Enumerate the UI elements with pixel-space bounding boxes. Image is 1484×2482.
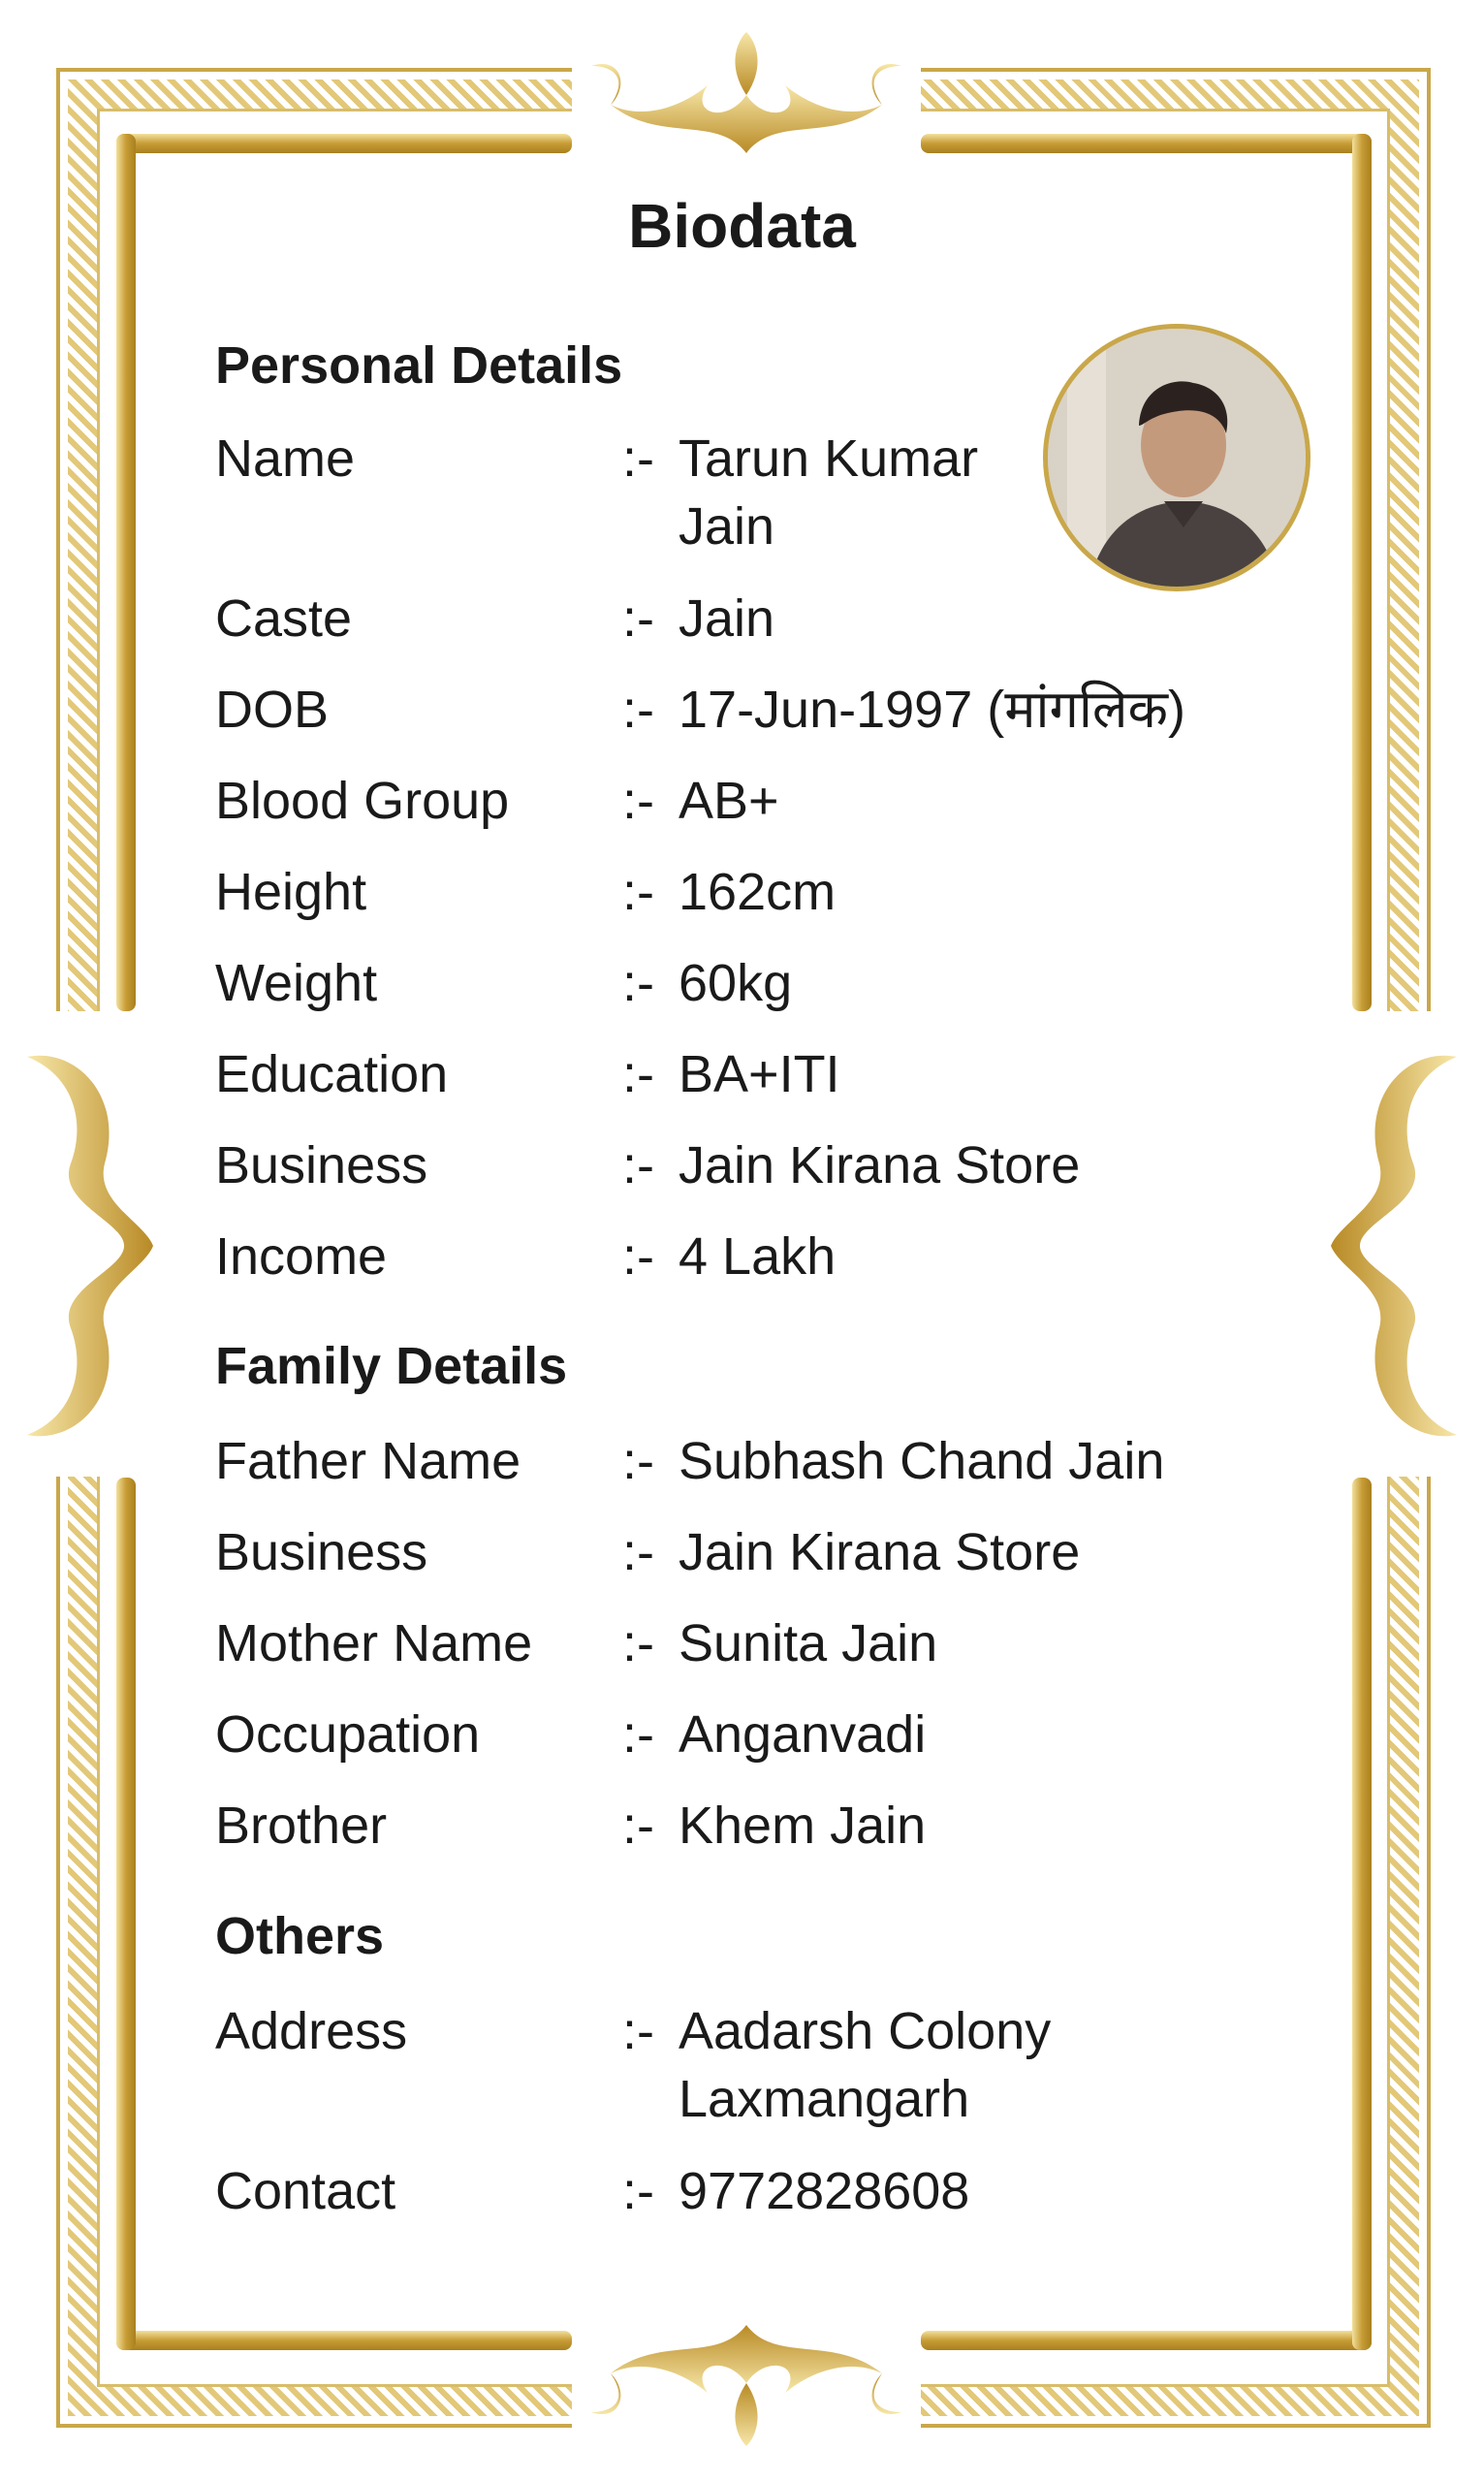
separator: :- [622, 1705, 654, 1764]
separator: :- [622, 1797, 654, 1855]
separator: :- [622, 1523, 654, 1581]
separator: :- [622, 1045, 654, 1103]
gold-bar-top-left [116, 134, 572, 153]
label-address: Address [215, 2002, 408, 2060]
separator: :- [622, 1227, 654, 1286]
value-family-business: Jain Kirana Store [679, 1523, 1081, 1581]
label-brother: Brother [215, 1797, 388, 1855]
separator: :- [622, 681, 654, 739]
person-photo-icon [1048, 329, 1310, 591]
bottom-ornament-icon [572, 2306, 921, 2451]
label-occupation: Occupation [215, 1705, 481, 1764]
gold-bar-right-bottom [1352, 1478, 1372, 2350]
top-ornament-icon [572, 27, 921, 173]
separator: :- [622, 863, 654, 921]
value-contact: 9772828608 [679, 2162, 970, 2220]
profile-photo [1043, 324, 1310, 591]
label-family-business: Business [215, 1523, 428, 1581]
label-father-name: Father Name [215, 1432, 521, 1490]
value-mother-name: Sunita Jain [679, 1614, 938, 1672]
label-income: Income [215, 1227, 388, 1286]
label-caste: Caste [215, 589, 353, 648]
family-details-heading: Family Details [215, 1337, 568, 1395]
value-occupation: Anganvadi [679, 1705, 927, 1764]
value-blood-group: AB+ [679, 772, 779, 830]
left-ornament-icon [17, 1037, 163, 1454]
value-name: Tarun Kumar Jain [679, 430, 979, 556]
label-contact: Contact [215, 2162, 396, 2220]
gold-bar-left-top [116, 134, 136, 1011]
value-education: BA+ITI [679, 1045, 840, 1103]
value-weight: 60kg [679, 954, 793, 1012]
personal-details-heading: Personal Details [215, 336, 623, 395]
separator: :- [622, 1136, 654, 1194]
value-income: 4 Lakh [679, 1227, 837, 1286]
label-name: Name [215, 430, 356, 488]
gold-bar-right-top [1352, 134, 1372, 1011]
label-dob: DOB [215, 681, 330, 739]
value-father-name: Subhash Chand Jain [679, 1432, 1165, 1490]
separator: :- [622, 772, 654, 830]
page-title: Biodata [628, 191, 856, 261]
separator: :- [622, 589, 654, 648]
gold-bar-left-bottom [116, 1478, 136, 2350]
label-height: Height [215, 863, 367, 921]
value-caste: Jain [679, 589, 775, 648]
label-education: Education [215, 1045, 449, 1103]
label-business: Business [215, 1136, 428, 1194]
gold-bar-top-right [921, 134, 1372, 153]
value-address: Aadarsh Colony Laxmangarh [679, 2002, 1052, 2128]
separator: :- [622, 1432, 654, 1490]
separator: :- [622, 430, 654, 488]
gold-bar-bottom-right [921, 2331, 1372, 2350]
label-weight: Weight [215, 954, 378, 1012]
separator: :- [622, 954, 654, 1012]
value-business: Jain Kirana Store [679, 1136, 1081, 1194]
label-mother-name: Mother Name [215, 1614, 533, 1672]
right-ornament-icon [1321, 1037, 1467, 1454]
value-brother: Khem Jain [679, 1797, 927, 1855]
separator: :- [622, 2002, 654, 2060]
separator: :- [622, 1614, 654, 1672]
separator: :- [622, 2162, 654, 2220]
label-blood-group: Blood Group [215, 772, 510, 830]
gold-bar-bottom-left [116, 2331, 572, 2350]
value-height: 162cm [679, 863, 837, 921]
value-dob: 17-Jun-1997 (मांगलिक) [679, 681, 1185, 739]
others-heading: Others [215, 1907, 385, 1965]
